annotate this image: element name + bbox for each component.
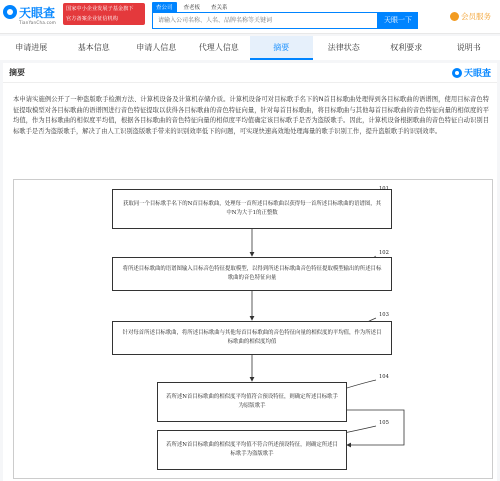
detail-nav-tabs — [0, 36, 500, 60]
card-header — [3, 63, 497, 83]
flow-step-101: 获取同一个目标歌手名下的N首目标歌曲，处理每一首所述目标歌曲以获得每一首所述目标歌曲的语谱图，其中N为大于1的正整数 — [112, 189, 392, 229]
abstract-text: 本申请实施例公开了一种盗版歌手检测方法、计算机设备及计算机存储介质。计算机设备可对目标歌手名下的N首目标歌曲处理得到各目标歌曲的语谱图，使用目标音色特征提取模型对各目标歌曲的语谱图进行音色特征提取以获得各目标歌曲的音色特征向量，针对每首目标歌曲，将目标歌曲与其他每首目标歌曲的音色特征向量的相似度的平均值，作为目标歌曲的相似度平均值，根据各目标歌曲的音色特征向量的相似度平均值确定该目标歌手是否为盗版歌手。因此，计算机设备根据歌曲的音色特征自动识别目标歌手是否为盗版歌手，解决了由人工识别盗版歌手带来的识别效率低下的问题，可实现快速高效地处理海量的歌手识别工作，提升盗版歌手的识别效率。 — [13, 96, 489, 135]
crown-icon — [450, 12, 459, 21]
search-tab-relation[interactable]: 查关系 — [211, 5, 228, 11]
vip-service-link[interactable] — [450, 11, 491, 22]
tab-applicant-info[interactable]: 申请人信息 — [136, 43, 177, 52]
tab-abstract[interactable]: 摘要 — [250, 36, 313, 60]
flow-step-number-105: 105 — [379, 420, 389, 426]
top-header — [0, 0, 500, 34]
search-box — [152, 12, 378, 29]
tab-application-progress[interactable]: 申请进展 — [15, 43, 48, 52]
search-tab-boss[interactable]: 查老板 — [183, 5, 201, 11]
search-input[interactable] — [153, 13, 377, 28]
tab-agent-info[interactable]: 代理人信息 — [198, 43, 239, 52]
badge-line-1: 国家中小企业发展子基金旗下 — [66, 6, 134, 12]
search-button[interactable]: 天眼一下 — [378, 12, 418, 29]
abstract-card — [3, 63, 497, 481]
tab-specification[interactable]: 说明书 — [456, 43, 481, 52]
flow-step-number-101: 101 — [379, 186, 389, 192]
tab-claims[interactable]: 权利要求 — [390, 43, 423, 52]
flow-step-number-103: 103 — [379, 312, 389, 318]
section-title: 摘要 — [9, 68, 25, 77]
flow-step-number-102: 102 — [379, 250, 389, 256]
flow-step-102: 将所述目标歌曲的语谱图输入目标音色特征提取模型，以得到所述目标歌曲音色特征提取模型输出的所述目标歌曲的音色特征向量 — [112, 257, 392, 291]
search-type-tabs — [152, 2, 232, 12]
badge-line-2: 官方备案企业征信机构 — [66, 16, 118, 22]
tab-legal-status[interactable]: 法律状态 — [327, 43, 360, 52]
flow-step-103: 针对每首所述目标歌曲，将所述目标歌曲与其他每首目标歌曲的音色特征向量的相似度的平均值，作为所述目标歌曲的相似度均值 — [112, 321, 392, 355]
logo-text[interactable]: 天眼查 — [19, 6, 56, 20]
search-tab-company[interactable]: 查公司 — [152, 2, 177, 12]
flow-step-105: 若所述N首目标歌曲的相似度平均值不符合所述预设特征，则确定所述目标歌手为盗版歌手 — [157, 430, 347, 470]
flow-step-104: 若所述N首目标歌曲的相似度平均值符合预设特征，则确定所述目标歌手为原版歌手 — [157, 382, 347, 422]
vip-label: 会员服务 — [461, 12, 491, 21]
brand-text: 天眼查 — [463, 69, 491, 79]
logo-subtitle: TianYanCha.com — [19, 20, 57, 25]
tab-basic-info[interactable]: 基本信息 — [77, 43, 110, 52]
tianyancha-brand-icon — [452, 68, 462, 78]
brand-watermark — [452, 66, 491, 79]
official-badge — [63, 3, 145, 25]
flow-step-number-104: 104 — [379, 374, 389, 380]
tianyancha-logo-icon[interactable] — [3, 5, 17, 19]
arrow-104-105 — [347, 410, 404, 445]
abstract-flowchart — [13, 179, 493, 479]
